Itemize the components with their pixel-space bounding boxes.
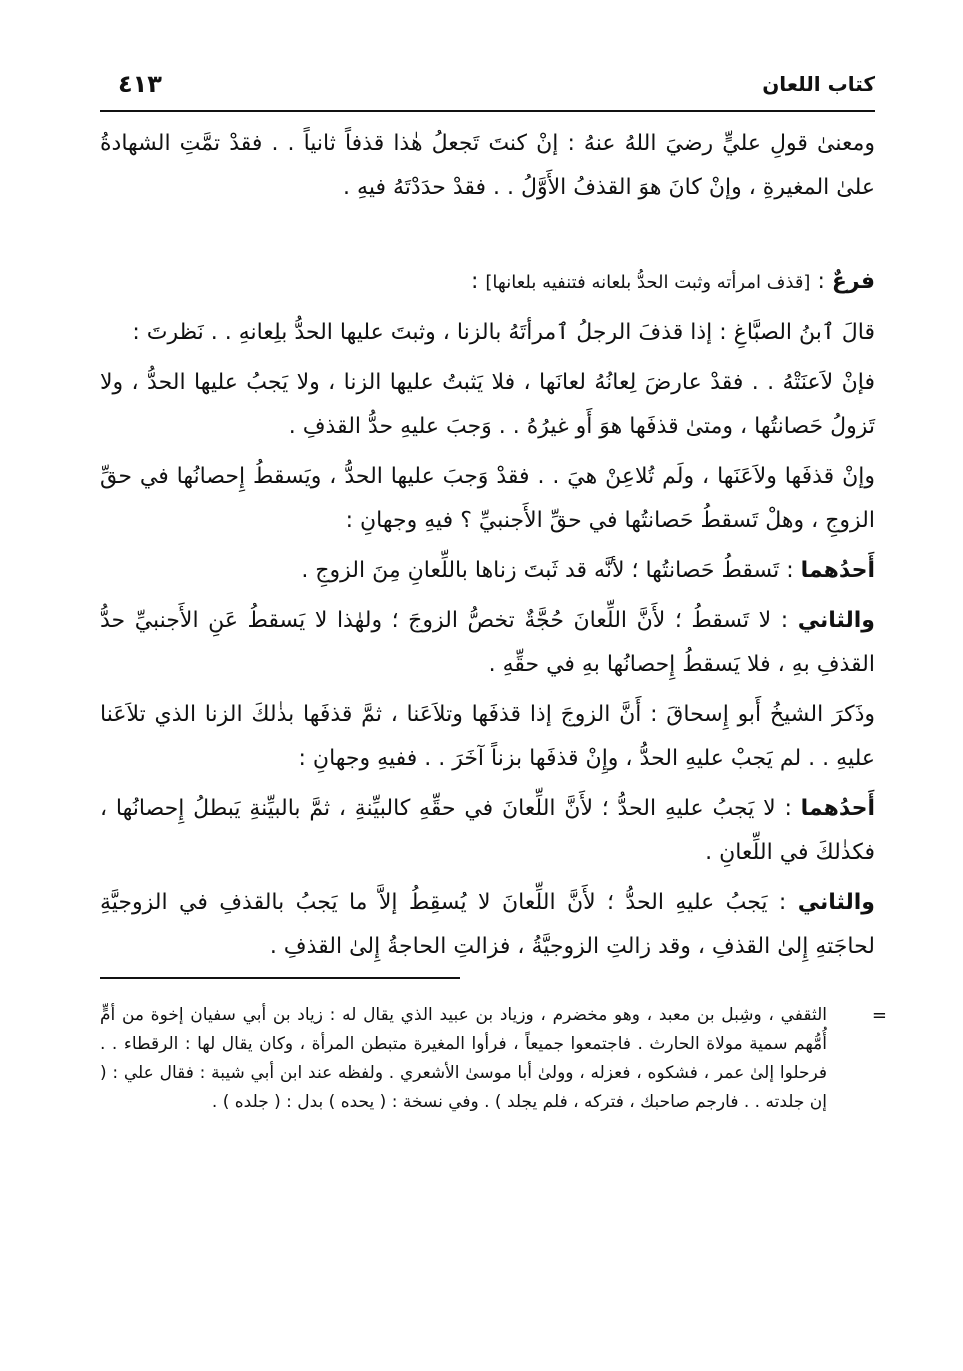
book-page [100, 70, 887, 1331]
footnote-divider [100, 977, 460, 979]
running-header [100, 70, 875, 112]
paragraph-first-opinion [100, 787, 875, 875]
opinion-label: أَحدُهما [800, 558, 875, 583]
far-heading [100, 260, 875, 305]
paragraph: وإنْ قذفَها ولاَعَنَها ، ولَم تُلاعِنْ هيَ . . فقدْ وَجبَ عليها الحدُّ ، ويَسقطُ إِحصانُها في حقِّ الزوجِ ، وهلْ تَسقطُ حَصانتُها في حقِّ الأَجنبيِّ ؟ فيهِ وجهانِ : [100, 464, 875, 533]
opinion-label: أَحدُهما [800, 796, 875, 821]
footnote-text: الثقفي ، وشِبل بن معبد ، وهو مخضرم ، وزياد بن عبيد الذي يقال له : زياد بن أبي سفيان إخوة من أمٍّ أُمُّهم سمية مولاة الحارث . فاجتمعوا جميعاً ، فرأوا المغيرة متبطن المرأة ، وكان يقال لها : الرقطاء . . فرحلوا إلىٰ عمر ، فشكوه ، فعزله ، وولىٰ أبا موسىٰ الأشعري . ولفظه عند ابن أبي شيبة : فقال علي : ( إن جلدته . . فارجم صاحبك ، فتركه ، فلم يجلد ) . وفي نسخة : ( يحده ) بدل : ( جلده ) . [100, 1005, 827, 1112]
page-number: ٤١٣ [118, 70, 162, 98]
paragraph: ومعنىٰ قولِ عليٍّ رضيَ اللهُ عنهُ : إنْ كنتَ تَجعلُ هٰذا قذفاً ثانياً . . فقدْ تمَّتِ الشهادةُ علىٰ المغيرةِ ، وإنْ كانَ هوَ القذفُ الأَوَّلُ . . فقدْ حدَدْتَهُ فيهِ . [100, 131, 875, 200]
main-text [100, 122, 875, 969]
paragraph: قالَ ٱبنُ الصبَّاغِ : إذا قذفَ الرجلُ ٱمرأتَهُ بالزنا ، وثبتَ عليها الحدُّ بلِعانهِ . . نَظرتَ : [132, 320, 875, 345]
far-separator: : [810, 269, 832, 294]
opinion-text: : يَجبُ عليهِ الحدُّ ؛ لأَنَّ اللِّعانَ لا يُسقِطُ إلاَّ ما يَجبُ بالقذفِ في الزوجيَّةِ لحاجَتهِ إِلىٰ القذفِ ، وقد زالتِ الزوجيَّةُ ، فزالتِ الحاجةُ إِلىٰ القذفِ . [100, 890, 875, 959]
far-label: فرعٌ [831, 269, 875, 294]
opinion-text: : لا يَجبُ عليهِ الحدُّ ؛ لأَنَّ اللِّعانَ في حقِّهِ كالبيِّنةِ ، ثمَّ بالبيِّنةِ يَبطلُ إِحصانُها ، فكذٰلكَ في اللِّعانِ . [100, 796, 875, 865]
paragraph-first-opinion [100, 549, 875, 593]
opinion-label: والثاني [797, 890, 875, 915]
paragraph: فإنْ لاَعنَتْهُ . . فقدْ عارضَ لِعانُهُ لعانَها ، فلا يَثبتُ عليها الزنا ، ولا يَجبُ عليها الحدُّ ، ولا تَزولُ حَصانتُها ، ومتىٰ قذفَها هوَ أَو غيرُهُ . . وَجبَ عليهِ حدُّ القذفِ . [100, 370, 875, 439]
footnote-continuation-mark: = [871, 1005, 887, 1026]
far-title: [قذف امرأته وثبت الحدُّ بلعانه فتنفيه بلعانها] [485, 272, 811, 293]
book-title: كتاب اللعان [762, 72, 875, 96]
opinion-label: والثاني [797, 608, 875, 633]
paragraph: وذَكرَ الشيخُ أَبو إِسحاقَ : أَنَّ الزوجَ إذا قذفَها وتلاَعَنا ، ثمَّ قذفَها بذٰلكَ الزنا الذي تلاَعَنا عليهِ . . لم يَجبْ عليهِ الحدُّ ، وإِنْ قذفَها بزناً آخَرَ . . ففيهِ وجهانِ : [100, 702, 875, 771]
opinion-text: : تَسقطُ حَصانتُها ؛ لأنَّه قد ثَبتَ زناها باللِّعانِ مِنَ الزوجِ . [301, 558, 801, 583]
opinion-text: : لا تَسقطُ ؛ لأَنَّ اللِّعانَ حُجَّةٌ تخصُّ الزوجَ ؛ ولهٰذا لا يَسقطُ عَنِ الأَجنبيِّ حدُّ القذفِ بهِ ، فلا يَسقطُ إِحصانُها بهِ في حقِّهِ . [100, 608, 875, 677]
paragraph-second-opinion [100, 881, 875, 969]
far-end: : [470, 269, 486, 294]
paragraph-second-opinion [100, 599, 875, 687]
footnote [100, 1001, 887, 1117]
